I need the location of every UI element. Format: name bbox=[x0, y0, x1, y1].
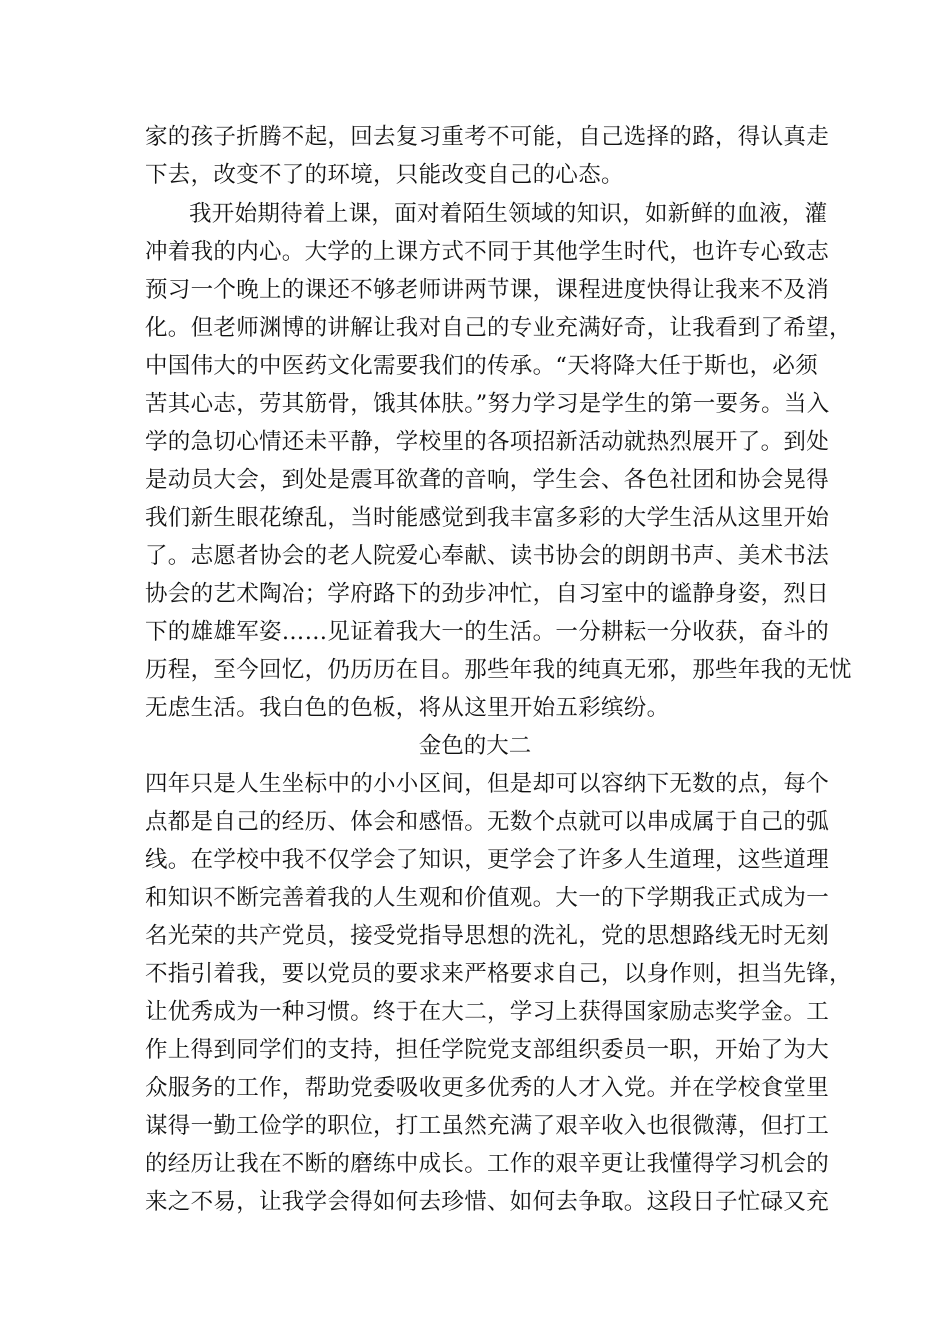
text-line: 众服务的工作，帮助党委吸收更多优秀的人才入党。并在学校食堂里 bbox=[145, 1075, 830, 1101]
text-line: 是动员大会，到处是震耳欲聋的音响，学生会、各色社团和协会晃得 bbox=[145, 467, 830, 493]
text-line: 的经历让我在不断的磨练中成长。工作的艰辛更让我懂得学习机会的 bbox=[145, 1151, 830, 1177]
text-line: 四年只是人生坐标中的小小区间，但是却可以容纳下无数的点，每个 bbox=[145, 771, 830, 797]
text-line: 下去，改变不了的环境，只能改变自己的心态。 bbox=[145, 162, 624, 188]
text-line: 苦其心志，劳其筋骨，饿其体肤。”努力学习是学生的第一要务。当入 bbox=[145, 391, 830, 417]
text-line: 预习一个晚上的课还不够老师讲两节课，课程进度快得让我来不及消 bbox=[145, 277, 830, 303]
text-line: 了。志愿者协会的老人院爱心奉献、读书协会的朗朗书声、美术书法 bbox=[145, 543, 830, 569]
section-heading: 金色的大二 bbox=[418, 733, 532, 759]
text-line: 谋得一勤工俭学的职位，打工虽然充满了艰辛收入也很微薄，但打工 bbox=[145, 1113, 830, 1139]
text-line: 下的雄雄军姿……见证着我大一的生活。一分耕耘一分收获，奋斗的 bbox=[145, 619, 830, 645]
text-line: 我开始期待着上课，面对着陌生领域的知识，如新鲜的血液，灌 bbox=[189, 201, 828, 227]
text-line: 作上得到同学们的支持，担任学院党支部组织委员一职，开始了为大 bbox=[145, 1037, 830, 1063]
text-line: 不指引着我，要以党员的要求来严格要求自己，以身作则，担当先锋， bbox=[145, 961, 852, 987]
text-line: 化。但老师渊博的讲解让我对自己的专业充满好奇，让我看到了希望， bbox=[145, 315, 852, 341]
text-line: 我们新生眼花缭乱，当时能感觉到我丰富多彩的大学生活从这里开始 bbox=[145, 505, 830, 531]
text-line: 让优秀成为一种习惯。终于在大二，学习上获得国家励志奖学金。工 bbox=[145, 999, 830, 1025]
text-line: 冲着我的内心。大学的上课方式不同于其他学生时代，也许专心致志 bbox=[145, 239, 830, 265]
text-line: 家的孩子折腾不起，回去复习重考不可能，自己选择的路，得认真走 bbox=[145, 124, 830, 150]
text-line: 历程，至今回忆，仍历历在目。那些年我的纯真无邪，那些年我的无忧 bbox=[145, 657, 852, 683]
text-line: 和知识不断完善着我的人生观和价值观。大一的下学期我正式成为一 bbox=[145, 885, 830, 911]
text-line: 点都是自己的经历、体会和感悟。无数个点就可以串成属于自己的弧 bbox=[145, 809, 830, 835]
text-line: 协会的艺术陶冶；学府路下的劲步冲忙，自习室中的谧静身姿，烈日 bbox=[145, 581, 830, 607]
text-line: 来之不易，让我学会得如何去珍惜、如何去争取。这段日子忙碌又充 bbox=[145, 1189, 830, 1215]
text-line: 名光荣的共产党员，接受党指导思想的洗礼，党的思想路线无时无刻 bbox=[145, 923, 830, 949]
text-line: 无虑生活。我白色的色板，将从这里开始五彩缤纷。 bbox=[145, 695, 670, 721]
text-line: 中国伟大的中医药文化需要我们的传承。“天将降大任于斯也，必须 bbox=[145, 353, 819, 379]
text-line: 学的急切心情还未平静，学校里的各项招新活动就热烈展开了。到处 bbox=[145, 429, 830, 455]
text-line: 线。在学校中我不仅学会了知识，更学会了许多人生道理，这些道理 bbox=[145, 847, 830, 873]
